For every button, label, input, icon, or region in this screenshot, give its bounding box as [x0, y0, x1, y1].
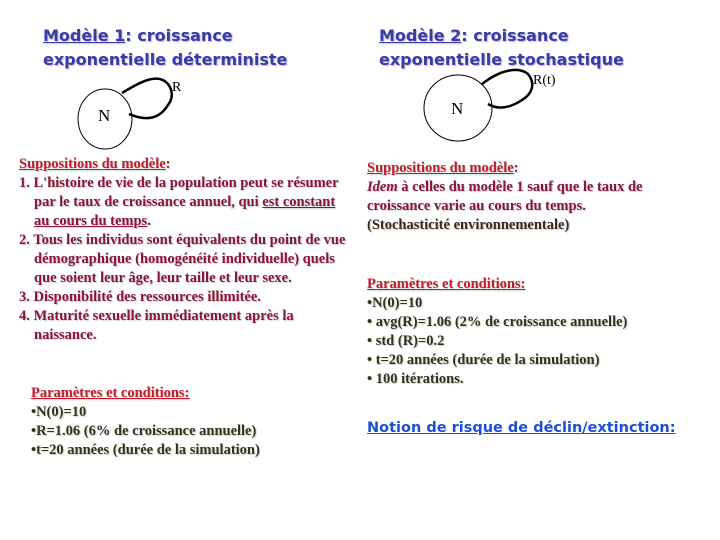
title-prefix: Modèle 2 [379, 26, 462, 45]
param-item: • t=20 années (durée de la simulation) [367, 352, 600, 368]
item-underlined: est constant au cours du temps [34, 194, 336, 229]
item-num: 3. [19, 289, 30, 305]
model1-diagram [78, 79, 172, 149]
param-item: •R=1.06 (6% de croissance annuelle) [31, 423, 257, 439]
notion-colon: : [669, 420, 676, 436]
title-rest: : croissance [125, 26, 233, 45]
colon: : [513, 160, 519, 176]
node-label: N [451, 99, 464, 118]
param-item: • std (R)=0.2 [367, 333, 445, 349]
assumption-item [19, 288, 354, 307]
model2-diagram [424, 70, 532, 141]
loop-r-arrow [122, 79, 172, 119]
model2-title [379, 24, 624, 72]
params-heading: Paramètres et conditions: [31, 385, 190, 401]
model1-title [43, 24, 287, 72]
param-item: •N(0)=10 [31, 404, 87, 420]
title-line2: exponentielle stochastique [379, 50, 624, 69]
idem-text: Idem [367, 179, 398, 195]
item-end: . [147, 213, 151, 229]
assumptions-heading: Suppositions du modèle [367, 160, 514, 176]
notion-heading [367, 420, 676, 436]
params-heading: Paramètres et conditions: [367, 276, 526, 292]
param-item: • avg(R)=1.06 (2% de croissance annuelle) [367, 314, 628, 330]
assumption-item [19, 307, 354, 345]
assumptions-heading: Suppositions du modèle [19, 156, 166, 172]
assumption-text: à celles du modèle 1 sauf que le taux de croissance varie au cours du temps. [367, 179, 643, 214]
loop-rt-arrow [482, 70, 532, 108]
model1-params [31, 384, 351, 460]
title-rest: : croissance [461, 26, 569, 45]
assumption-item [19, 174, 354, 231]
loop-label: R [172, 80, 182, 95]
item-num: 2. [19, 232, 30, 248]
model1-assumptions [19, 155, 354, 345]
item-num: 4. [19, 308, 30, 324]
title-prefix: Modèle 1 [43, 26, 126, 45]
param-item: • 100 itérations. [367, 371, 464, 387]
model2-params [367, 275, 707, 389]
assumption-item [19, 231, 354, 288]
loop-label: R(t) [533, 73, 556, 88]
item-text: Tous les individus sont équivalents du point de vue démographique (homogénéité individuelle) quels que soient leur âge, leur taille et leur sexe. [33, 232, 346, 286]
item-text: L'histoire de vie de la population peut se résumer par le taux de croissance annuel, qui [29, 175, 339, 210]
notion-text: Notion de risque de déclin/extinction [367, 420, 670, 436]
item-num: 1. [19, 175, 30, 191]
param-item: •N(0)=10 [367, 295, 423, 311]
node-label: N [98, 106, 111, 125]
param-item: •t=20 années (durée de la simulation) [31, 442, 260, 458]
assumption-note: (Stochasticité environnementale) [367, 217, 570, 233]
item-text: Maturité sexuelle immédiatement après la naissance. [33, 308, 294, 343]
model2-assumptions [367, 159, 707, 235]
item-text: Disponibilité des ressources illimitée. [33, 289, 261, 305]
colon: : [165, 156, 171, 172]
title-line2: exponentielle déterministe [43, 50, 288, 69]
